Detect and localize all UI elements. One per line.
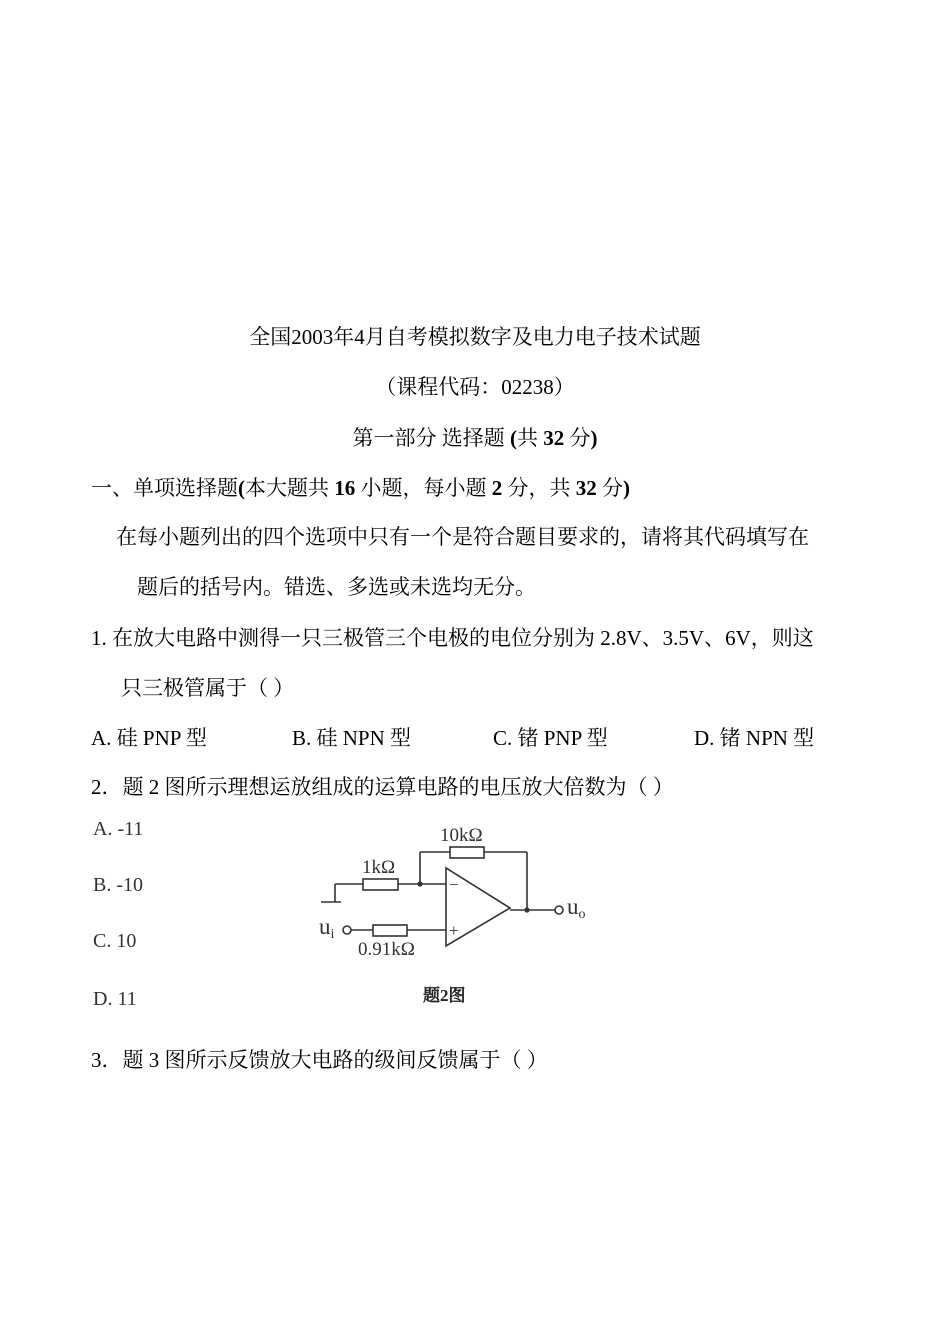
q2-option-b: B. -10 [93,874,143,896]
part-heading-close: ) [590,426,598,450]
label-r-input: 1kΩ [362,857,396,878]
q3-stem: 3．题 3 图所示反馈放大电路的级间反馈属于（ ） [91,1048,548,1072]
q1-option-c: C. 锗 PNP 型 [493,726,608,750]
section-heading-t1: 本大题共 [245,476,335,500]
instructions-line-1: 在每小题列出的四个选项中只有一个是符合题目要求的，请将其代码填写在 [116,525,809,549]
section-heading-n1: 16 [334,476,356,500]
label-input-sub: i [330,927,335,942]
label-minus-input: − [449,875,459,894]
resistor-1k [363,879,398,890]
course-code: （课程代码：02238） [375,375,575,399]
label-input-u: u [319,914,331,939]
instructions-line-2: 题后的括号内。错选、多选或未选均无分。 [137,575,536,599]
section-heading-t2: 小题，每小题 [355,476,492,500]
section-heading-open: ( [238,476,245,500]
part-heading-mid2: 分 [564,426,591,450]
label-r-plus: 0.91kΩ [358,939,415,960]
label-output-voltage [567,894,586,922]
resistor-10k [450,847,484,858]
label-output-u: u [567,894,579,919]
junction-dot-output [524,907,529,912]
section-heading-pre: 一、单项选择题 [91,476,238,500]
q1-option-a: A. 硅 PNP 型 [91,726,207,750]
label-input-voltage [319,914,335,942]
exam-title: 全国2003年4月自考模拟数字及电力电子技术试题 [249,325,701,349]
part-heading-num: 32 [543,426,565,450]
label-plus-input: + [449,921,459,940]
label-output-sub: o [578,907,586,922]
q1-stem-line-2: 只三极管属于（ ） [121,676,295,700]
part-heading-pre: 第一部分 选择题 [352,426,510,450]
section-heading-t4: 分 [596,476,623,500]
section-heading-t3: 分，共 [502,476,576,500]
q1-option-b: B. 硅 NPN 型 [292,726,412,750]
q2-option-d: D. 11 [93,988,137,1010]
output-terminal [555,906,563,914]
q1-stem-line-1: 1. 在放大电路中测得一只三极管三个电极的电位分别为 2.8V、3.5V、6V，则这 [91,626,814,650]
input-terminal [343,926,351,934]
section-heading-n2: 2 [491,476,503,500]
q1-option-d: D. 锗 NPN 型 [694,726,815,750]
section-heading-n3: 32 [575,476,597,500]
section-heading-close: ) [623,476,630,500]
part-heading-open: ( [510,426,517,450]
label-r-feedback: 10kΩ [440,825,483,846]
part-heading-mid1: 共 [517,426,544,450]
junction-dot-input [417,881,422,886]
q2-option-c: C. 10 [93,930,137,952]
resistor-0-91k [373,925,407,936]
q2-option-a: A. -11 [93,818,144,840]
figure-caption: 题2图 [423,986,466,1005]
q2-stem: 2．题 2 图所示理想运放组成的运算电路的电压放大倍数为（ ） [91,775,674,799]
